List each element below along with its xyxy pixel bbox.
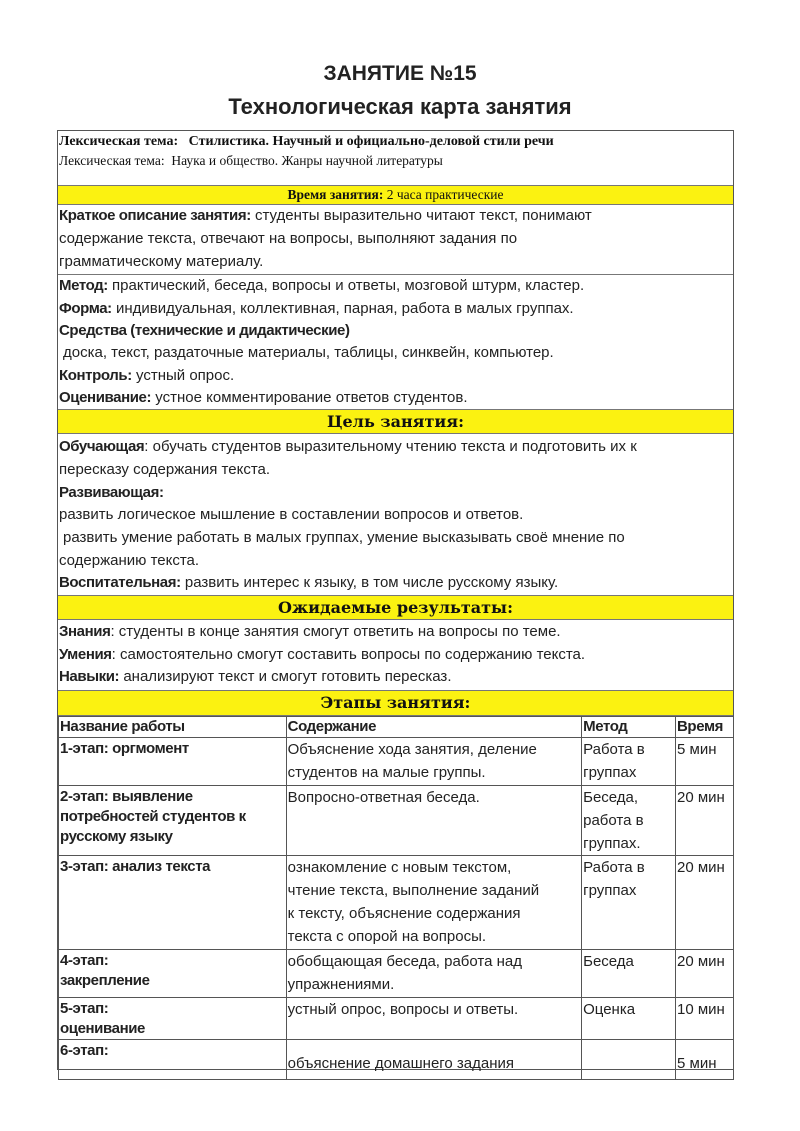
stage-time-cell xyxy=(676,738,734,786)
form-label: Форма: xyxy=(59,300,112,317)
table-row xyxy=(59,950,734,998)
lesson-time-label: Время занятия: xyxy=(287,187,384,202)
goal-teaching-line-2: пересказу содержания текста. xyxy=(59,461,271,478)
results-block xyxy=(58,620,733,690)
cell-line: работа в xyxy=(583,812,644,829)
cell-line: 5 мин xyxy=(677,741,717,758)
cell-line: Работа в xyxy=(583,859,645,876)
table-row xyxy=(59,1040,734,1080)
stage-name-cell xyxy=(59,738,287,786)
cell-line: закрепление xyxy=(60,972,150,989)
result-knowledge-label: Знания xyxy=(59,623,111,640)
cell-line: 5-этап: xyxy=(60,1000,109,1017)
means-label: Средства (технические и дидактические) xyxy=(59,322,350,339)
lesson-number-title: ЗАНЯТИЕ №15 xyxy=(323,62,477,85)
table-row xyxy=(59,998,734,1040)
description-line-1 xyxy=(59,207,592,224)
stage-content-cell xyxy=(286,786,581,856)
cell-line: 4-этап: xyxy=(60,952,109,969)
control-line xyxy=(59,367,234,384)
cell-line: обобщающая беседа, работа над xyxy=(287,953,523,970)
result-knowledge-line xyxy=(59,623,561,640)
cell-line: устный опрос, вопросы и ответы. xyxy=(287,1001,519,1018)
stage-time-cell xyxy=(676,950,734,998)
description-line-3: грамматическому материалу. xyxy=(59,253,264,270)
stage-content-cell xyxy=(286,998,581,1040)
method-label: Метод: xyxy=(59,277,108,294)
means-value: доска, текст, раздаточные материалы, таблицы, синквейн, компьютер. xyxy=(63,344,554,361)
cell-line: ознакомление с новым текстом, xyxy=(287,859,512,876)
table-row xyxy=(59,738,734,786)
cell-line: группах xyxy=(583,764,637,781)
assessment-value: устное комментирование ответов студентов. xyxy=(155,389,468,406)
cell-line: Оценка xyxy=(583,1001,636,1018)
form-line xyxy=(59,300,574,317)
cell-line: 2-этап: выявление xyxy=(60,788,193,805)
form-value: индивидуальная, коллективная, парная, работа в малых группах. xyxy=(115,300,574,317)
table-row xyxy=(59,856,734,950)
result-habits-label: Навыки: xyxy=(59,668,120,685)
cell-line: группах. xyxy=(583,835,641,852)
stage-time-cell xyxy=(676,1040,734,1080)
stage-name-cell xyxy=(59,786,287,856)
method-line xyxy=(59,277,584,294)
cell-line: Объяснение хода занятия, деление xyxy=(287,741,537,758)
lesson-card xyxy=(57,130,734,1070)
cell-line: объяснение домашнего задания xyxy=(287,1055,515,1072)
lexical-topics-block xyxy=(58,131,733,187)
lexical-topic-2 xyxy=(59,153,443,169)
goal-teaching-text-1: : обучать студентов выразительному чтению текста и подготовить их к xyxy=(144,438,637,455)
lexical-topic-1-label: Лексическая тема: xyxy=(59,134,179,149)
cell-line: 5 мин xyxy=(677,1055,717,1072)
stage-method-cell xyxy=(582,738,676,786)
stage-method-cell xyxy=(582,950,676,998)
stage-content-cell xyxy=(286,1040,581,1080)
stage-method-cell xyxy=(582,1040,676,1080)
method-value: практический, беседа, вопросы и ответы, мозговой штурм, кластер. xyxy=(112,277,585,294)
goal-header: Цель занятия: xyxy=(58,409,733,434)
cell-line: 3-этап: анализ текста xyxy=(60,858,211,875)
cell-line: к тексту, объяснение содержания xyxy=(287,905,521,922)
stage-name-cell xyxy=(59,950,287,998)
column-header-method: Метод xyxy=(582,717,676,738)
stage-method-cell xyxy=(582,998,676,1040)
result-habits-value: анализируют текст и смогут готовить пересказ. xyxy=(123,668,452,685)
cell-line: Беседа, xyxy=(583,789,639,806)
stage-content-cell xyxy=(286,950,581,998)
lesson-time-value: 2 часа практические xyxy=(386,187,504,202)
method-block xyxy=(58,275,733,409)
description-label: Краткое описание занятия: xyxy=(59,207,251,224)
goal-developing-label: Развивающая: xyxy=(59,484,164,501)
cell-line: чтение текста, выполнение заданий xyxy=(287,882,540,899)
stage-time-cell xyxy=(676,998,734,1040)
cell-line: студентов на малые группы. xyxy=(287,764,486,781)
cell-line: 1-этап: оргмомент xyxy=(60,740,189,757)
stage-method-cell xyxy=(582,786,676,856)
cell-line: Работа в xyxy=(583,741,645,758)
assessment-line xyxy=(59,389,468,406)
stages-header: Этапы занятия: xyxy=(58,690,733,716)
cell-line: текста с опорой на вопросы. xyxy=(287,928,487,945)
description-text-1: студенты выразительно читают текст, понимают xyxy=(255,207,592,224)
column-header-name: Название работы xyxy=(59,717,287,738)
goal-teaching-line-1 xyxy=(59,438,637,455)
cell-line: Беседа xyxy=(583,953,634,970)
table-row xyxy=(59,786,734,856)
goal-educational-value: развить интерес к языку, в том числе русскому языку. xyxy=(184,574,559,591)
result-skills-line xyxy=(59,646,585,663)
control-value: устный опрос. xyxy=(136,367,235,384)
cell-line: 20 мин xyxy=(677,953,725,970)
cell-line: упражнениями. xyxy=(287,976,395,993)
column-header-time: Время xyxy=(676,717,734,738)
cell-line: оценивание xyxy=(60,1020,145,1037)
cell-line: группах xyxy=(583,882,637,899)
goal-educational-line xyxy=(59,574,558,591)
goal-educational-label: Воспитательная: xyxy=(59,574,181,591)
cell-line: 10 мин xyxy=(677,1001,725,1018)
cell-line: 6-этап: xyxy=(60,1042,109,1059)
goals-block xyxy=(58,434,733,593)
description-line-2: содержание текста, отвечают на вопросы, выполняют задания по xyxy=(59,230,518,247)
stages-table-header-row xyxy=(59,717,734,738)
lexical-topic-1-value: Стилистика. Научный и официально-деловой стили речи xyxy=(188,134,554,149)
column-header-content: Содержание xyxy=(286,717,581,738)
stages-table-body xyxy=(59,738,734,1080)
lexical-topic-2-label: Лексическая тема: xyxy=(59,153,165,168)
lesson-time-bar xyxy=(58,185,733,205)
stage-name-cell xyxy=(59,1040,287,1080)
results-header: Ожидаемые результаты: xyxy=(58,595,733,620)
result-skills-value: : самостоятельно смогут составить вопросы по содержанию текста. xyxy=(111,646,586,663)
result-knowledge-value: : студенты в конце занятия смогут ответить на вопросы по теме. xyxy=(110,623,561,640)
lexical-topic-1 xyxy=(59,134,554,150)
lesson-map-subtitle: Технологическая карта занятия xyxy=(228,94,572,119)
lexical-topic-2-value: Наука и общество. Жанры научной литературы xyxy=(171,153,443,168)
description-block xyxy=(58,205,733,275)
assessment-label: Оценивание: xyxy=(59,389,152,406)
goal-developing-line-3: содержанию текста. xyxy=(59,552,200,569)
stage-content-cell xyxy=(286,856,581,950)
stage-name-cell xyxy=(59,856,287,950)
stage-name-cell xyxy=(59,998,287,1040)
goal-developing-line-1: развить логическое мышление в составлении вопросов и ответов. xyxy=(59,506,524,523)
goal-developing-line-2: развить умение работать в малых группах, умение высказывать своё мнение по xyxy=(63,529,625,546)
stage-time-cell xyxy=(676,856,734,950)
stage-method-cell xyxy=(582,856,676,950)
stage-content-cell xyxy=(286,738,581,786)
cell-line: Вопросно-ответная беседа. xyxy=(287,789,480,806)
cell-line: потребностей студентов к xyxy=(60,808,246,825)
goal-teaching-label: Обучающая xyxy=(59,438,145,455)
stage-time-cell xyxy=(676,786,734,856)
result-habits-line xyxy=(59,668,451,685)
cell-line: русскому языку xyxy=(60,828,173,845)
cell-line: 20 мин xyxy=(677,789,725,806)
cell-line: 20 мин xyxy=(677,859,725,876)
result-skills-label: Умения xyxy=(59,646,112,663)
control-label: Контроль: xyxy=(59,367,132,384)
stages-table xyxy=(58,716,734,1080)
